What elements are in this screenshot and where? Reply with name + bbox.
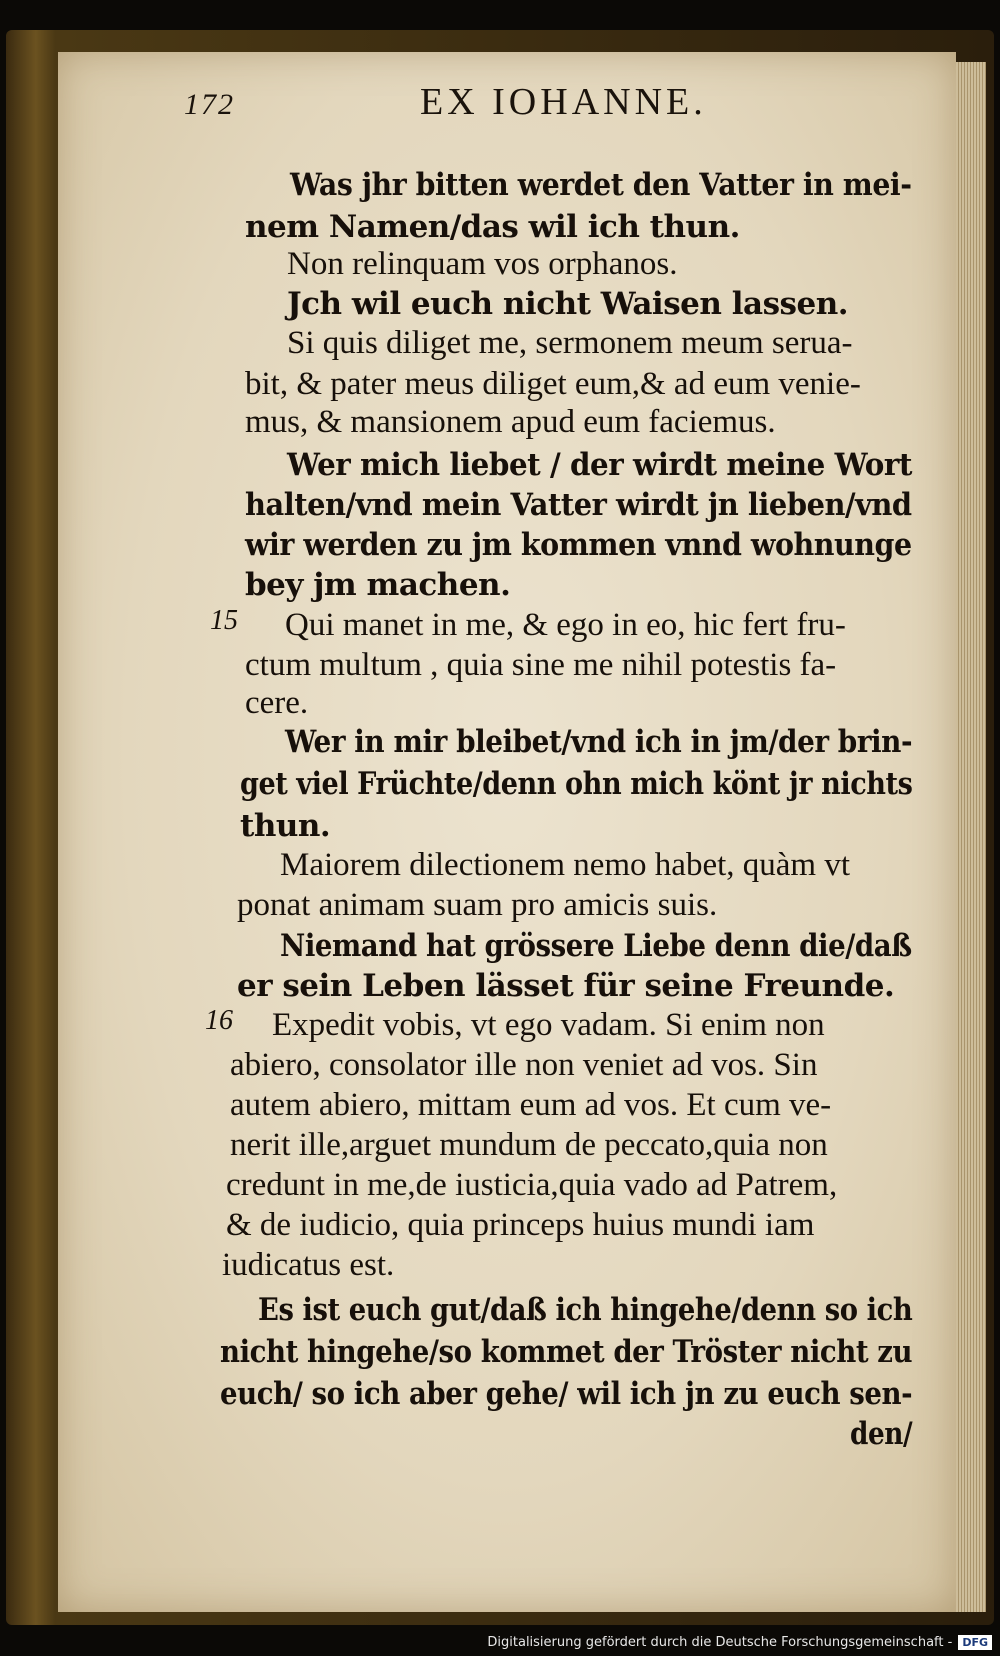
german-text-line: Was jhr bitten werdet den Vatter in mei- [290,167,912,203]
latin-text-line: cere. [245,685,309,721]
german-text-line: Wer mich liebet / der wirdt meine Wort [287,447,912,483]
latin-text-line: & de iudicio, quia princeps huius mundi iam [226,1207,815,1243]
footer [487,1635,992,1650]
latin-text-line: Si quis diliget me, sermonem meum serua- [287,325,853,361]
verse-number: 15 [210,605,238,636]
german-text-line: Niemand hat grössere Liebe denn die/daß [280,928,912,964]
latin-text-line: Qui manet in me, & ego in eo, hic fert fru- [285,607,846,643]
german-text-line: Wer in mir bleibet/vnd ich in jm/der brin- [285,724,913,760]
german-text-line: euch/ so ich aber gehe/ wil ich jn zu euch sen- [220,1376,913,1412]
german-text-line: nem Namen/das wil ich thun. [245,209,740,245]
german-text-line: nicht hingehe/so kommet der Tröster nicht zu [220,1334,913,1370]
german-text-line: Jch wil euch nicht Waisen lassen. [287,286,849,322]
latin-text-line: bit, & pater meus diliget eum,& ad eum venie- [245,366,861,402]
latin-text-line: Maiorem dilectionem nemo habet, quàm vt [280,847,851,883]
latin-text-line: ctum multum , quia sine me nihil potestis fa- [245,647,837,683]
latin-text-line: nerit ille,arguet mundum de peccato,quia non [230,1127,828,1163]
german-text-line: thun. [240,808,331,844]
latin-text-line: abiero, consolator ille non veniet ad vos. Sin [230,1047,818,1083]
latin-text-line: ponat animam suam pro amicis suis. [237,887,718,923]
german-text-line: Es ist euch gut/daß ich hingehe/denn so ich [258,1292,913,1328]
funding-credit: Digitalisierung gefördert durch die Deutsche Forschungsgemeinschaft - [487,1635,953,1650]
german-text-line: bey jm machen. [245,567,511,603]
german-text-line: wir werden zu jm kommen vnnd wohnunge [245,527,912,563]
german-text-line: den/ [850,1416,913,1452]
page-edge [956,62,986,1612]
page-number: 172 [184,88,235,121]
dfg-logo: DFG [958,1635,992,1650]
german-text-line: halten/vnd mein Vatter wirdt jn lieben/vnd [245,487,912,523]
running-head: EX IOHANNE. [420,81,707,123]
german-text-line: er sein Leben lässet für seine Freunde. [237,968,895,1004]
latin-text-line: autem abiero, mittam eum ad vos. Et cum ve- [230,1087,832,1123]
verse-number: 16 [205,1005,233,1036]
latin-text-line: Non relinquam vos orphanos. [287,246,678,282]
latin-text-line: Expedit vobis, vt ego vadam. Si enim non [272,1007,825,1043]
latin-text-line: iudicatus est. [222,1247,395,1283]
german-text-line: get viel Früchte/denn ohn mich könt jr nichts [240,766,913,802]
latin-text-line: credunt in me,de iusticia,quia vado ad Patrem, [226,1167,838,1203]
latin-text-line: mus, & mansionem apud eum faciemus. [245,404,776,440]
